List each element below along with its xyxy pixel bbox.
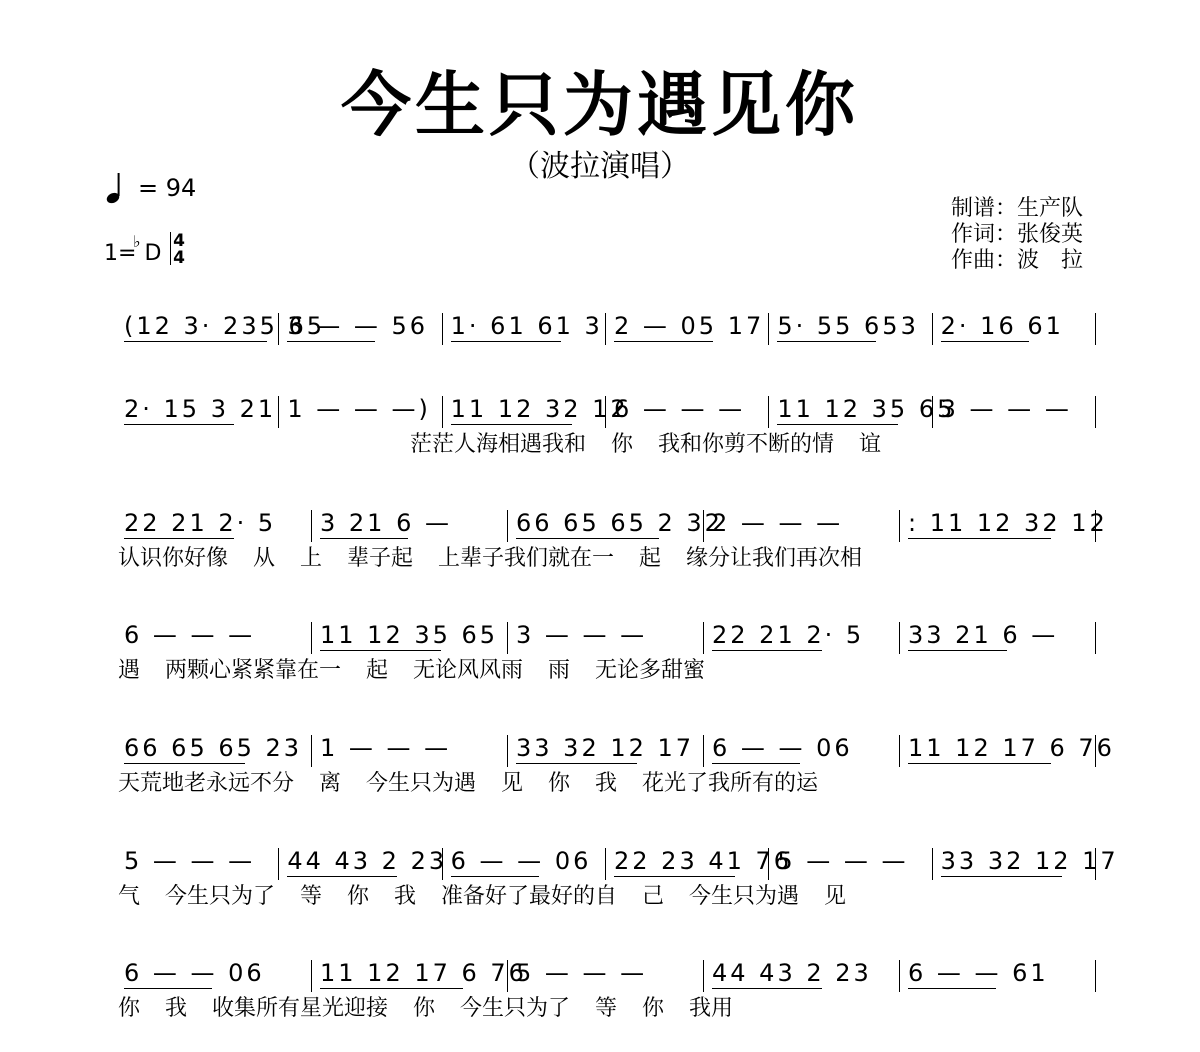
beam-line [908,988,996,989]
time-signature [170,233,188,267]
beam-line [320,988,463,989]
bar-line [1095,622,1096,654]
measure: 33 32 12 17 [516,734,695,762]
beam-line [124,763,245,764]
time-signature-bottom: 4 [173,248,185,268]
bar-line [278,848,279,880]
key-prefix: 1= [104,241,137,266]
bar-line [932,313,933,345]
beam-line [451,424,572,425]
credits [951,196,1083,274]
beam-line [712,763,800,764]
time-signature-top: 4 [173,231,185,251]
beam-line [516,538,659,539]
beam-line [287,876,397,877]
measure: 11 12 35 65 [777,395,956,423]
beam-line [516,763,637,764]
bar-line [311,622,312,654]
beam-line [712,988,822,989]
tempo-value: = 94 [138,174,197,202]
score-row [0,312,1200,405]
credit-composer: 作曲：波 拉 [951,248,1084,273]
bar-line [507,510,508,542]
key-note: D [144,241,162,266]
measure: 11 12 17 6 76 [908,734,1115,762]
measure: 5 — — — [516,959,648,987]
measure: 1 — — —) [287,395,431,423]
measure: 3 — — — [940,395,1072,423]
beam-line [614,341,713,342]
bar-line [932,848,933,880]
bar-line [605,396,606,428]
bar-line [1095,313,1096,345]
score-row [0,509,1200,602]
beam-line [908,538,1051,539]
bar-line [442,313,443,345]
bar-line [899,960,900,992]
measure: 6 — — — [614,395,746,423]
quarter-note-icon [106,172,124,204]
bar-line [442,396,443,428]
bar-line [605,848,606,880]
measure: 6 — — 06 [712,734,853,762]
measure: 44 43 2 23 [712,959,872,987]
bar-line [1095,510,1096,542]
bar-line [507,622,508,654]
measure: : 11 12 32 12 [908,509,1108,537]
measure: 2· 15 3 21 [124,395,277,423]
beam-line [320,650,441,651]
credit-lyricist: 作词：张俊英 [951,222,1084,247]
bar-line [768,396,769,428]
measure: 44 43 2 23 [287,847,448,875]
bar-line [703,960,704,992]
measure: 3 21 6 — [320,509,452,537]
measure: 6 — — 06 [124,959,265,987]
measure: 33 21 6 — [908,621,1059,649]
song-subtitle: （波拉演唱） [510,149,690,184]
bar-line [442,848,443,880]
measure: 2· 16 61 [940,312,1064,340]
bar-line [899,510,900,542]
bar-line [932,396,933,428]
bar-line [703,510,704,542]
score-row [0,847,1200,940]
measure: 3 — — — [516,621,648,649]
lyrics-line: 天荒地老永远不分 离 今生只为遇 见 你 我 花光了我所有的运 [118,771,818,796]
beam-line [451,876,539,877]
lyrics-line: 茫茫人海相遇我和 你 我和你剪不断的情 谊 [410,432,881,457]
beam-line [941,876,1062,877]
bar-line [768,848,769,880]
measure: 5 — — — [124,847,256,875]
bar-line [311,960,312,992]
beam-line [124,988,212,989]
measure: 22 23 41 76 [614,847,793,875]
bar-line [1095,960,1096,992]
beam-line [908,650,1007,651]
beam-line [124,538,234,539]
bar-line [278,396,279,428]
bar-line [768,313,769,345]
key-signature [104,234,161,274]
lyrics-line: 遇 两颗心紧紧靠在一 起 无论风风雨 雨 无论多甜蜜 [118,658,705,683]
beam-line [287,341,375,342]
measure: 3 — — 56 [287,312,429,340]
measure: 11 12 17 6 76 [320,959,527,987]
beam-line [614,876,735,877]
measure: 6 — — 61 [908,959,1049,987]
measure: 11 12 35 65 [320,621,499,649]
beam-line [712,650,822,651]
measure: 66 65 65 2 32 [516,509,723,537]
bar-line [899,622,900,654]
score-row [0,734,1200,827]
bar-line [507,960,508,992]
measure: 6 — — — [124,621,256,649]
measure: 6 — — 06 [450,847,592,875]
measure: (12 3· 235 65 [124,312,326,340]
score-row [0,395,1200,488]
bar-line [703,622,704,654]
measure: 1 — — — [320,734,452,762]
bar-line [1095,396,1096,428]
measure: 33 32 12 17 [940,847,1119,875]
bar-line [278,313,279,345]
beam-line [777,424,898,425]
bar-line [1095,735,1096,767]
tempo-marking [106,170,196,206]
measure: 66 65 65 23 [124,734,303,762]
credit-arranger: 制谱：生产队 [951,196,1084,221]
measure: 1· 61 61 3 [450,312,603,340]
bar-line [507,735,508,767]
lyrics-line: 气 今生只为了 等 你 我 准备好了最好的自 己 今生只为遇 见 [118,884,846,909]
bar-line [703,735,704,767]
score-row [0,621,1200,714]
lyrics-line: 认识你好像 从 上 辈子起 上辈子我们就在一 起 缘分让我们再次相 [118,546,862,571]
song-title: 今生只为遇见你 [341,64,859,146]
measure: 5· 55 653 [777,312,919,340]
beam-line [777,341,876,342]
beam-line [124,424,234,425]
measure: 11 12 32 12 [450,395,629,423]
beam-line [908,763,1051,764]
lyrics-line: 你 我 收集所有星光迎接 你 今生只为了 等 你 我用 [118,996,733,1021]
measure: 2 — 05 17 [614,312,765,340]
measure: 5 — — — [777,847,909,875]
measure: 2 — — — [712,509,844,537]
measure: 22 21 2· 5 [712,621,865,649]
beam-line [941,341,1029,342]
score-row [0,959,1200,1052]
beam-line [320,538,408,539]
bar-line [311,735,312,767]
flat-icon: ♭ [133,232,141,251]
bar-line [1095,848,1096,880]
bar-line [605,313,606,345]
beam-line [124,341,267,342]
measure: 22 21 2· 5 [124,509,277,537]
beam-line [451,341,561,342]
bar-line [311,510,312,542]
bar-line [899,735,900,767]
